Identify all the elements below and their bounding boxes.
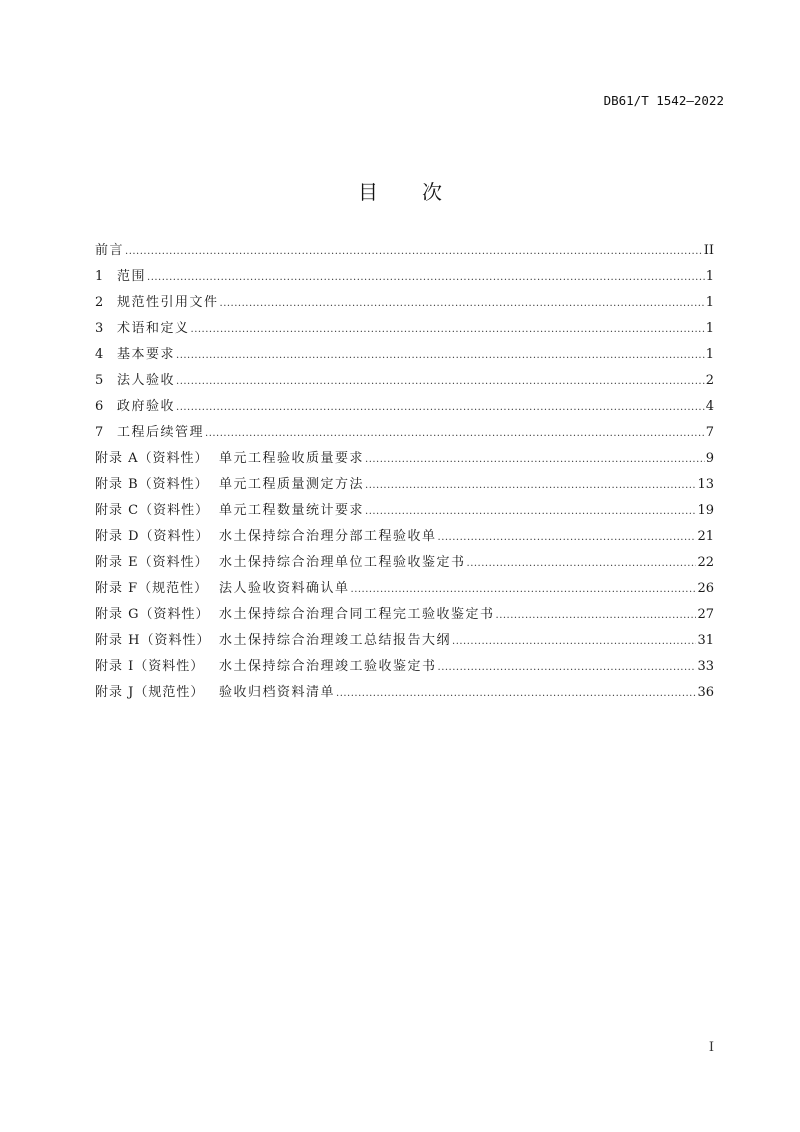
dot-leader [125,242,703,262]
toc-entry-page: 26 [697,581,714,596]
toc-entry-prefix: 附录 A（资料性） [95,451,209,466]
toc-entry-prefix: 附录 E（资料性） [95,555,209,570]
dot-leader [452,632,696,652]
dot-leader [176,346,705,366]
toc-entry-page: 7 [705,425,714,440]
dot-leader [176,398,705,418]
toc-entry-label: 水土保持综合治理竣工验收鉴定书 [219,659,437,674]
dot-leader [176,372,705,392]
dot-leader [205,424,705,444]
title-char-2: 次 [422,180,442,204]
toc-entry-appendix-c[interactable] [95,501,714,527]
toc-entry-label: 范围 [117,269,147,284]
toc-entry-section-5[interactable] [95,371,714,397]
toc-entry-section-3[interactable] [95,319,714,345]
toc-entry-label: 水土保持综合治理分部工程验收单 [219,529,437,544]
toc-entry-appendix-f[interactable] [95,579,714,605]
dot-leader [336,684,696,704]
toc-entry-page: 27 [697,607,714,622]
dot-leader [147,268,705,288]
toc-entry-label: 单元工程数量统计要求 [219,503,365,518]
toc-entry-appendix-a[interactable] [95,449,714,475]
toc-entry-page: 21 [697,529,714,544]
toc-entry-label: 水土保持综合治理合同工程完工验收鉴定书 [219,607,495,622]
toc-entry-prefix: 附录 I（资料性） [95,659,205,674]
toc-entry-label: 法人验收资料确认单 [219,581,350,596]
toc-entry-number: 5 [95,373,104,388]
toc-entry-page: II [703,243,714,258]
dot-leader [351,580,697,600]
toc-entry-appendix-h[interactable] [95,631,714,657]
toc-entry-page: 31 [697,633,714,648]
toc-entry-label: 法人验收 [117,373,176,388]
toc-entry-label: 规范性引用文件 [117,295,219,310]
dot-leader [191,320,705,340]
toc-entry-label: 水土保持综合治理竣工总结报告大纲 [219,633,452,648]
dot-leader [365,450,705,470]
toc-entry-label: 单元工程质量测定方法 [219,477,365,492]
dot-leader [467,554,697,574]
toc-entry-prefix: 附录 C（资料性） [95,503,210,518]
toc-entry-page: 1 [705,269,714,284]
toc-entry-appendix-j[interactable] [95,683,714,709]
toc-entry-section-4[interactable] [95,345,714,371]
dot-leader [438,528,697,548]
toc-entry-label: 术语和定义 [117,321,190,336]
toc-entry-number: 1 [95,269,104,284]
dot-leader [365,502,696,522]
toc-entry-page: 9 [705,451,714,466]
toc-entry-appendix-g[interactable] [95,605,714,631]
toc-entry-prefix: 附录 H（资料性） [95,633,211,648]
title-char-1: 目 [358,180,378,204]
page-number: I [708,1040,714,1055]
toc-entry-label: 工程后续管理 [117,425,205,440]
toc-entry-number: 3 [95,321,104,336]
toc-entry-page: 1 [705,295,714,310]
toc-entry-page: 1 [705,347,714,362]
toc-entry-section-6[interactable] [95,397,714,423]
toc-entry-prefix: 附录 F（规范性） [95,581,209,596]
toc-entry-page: 2 [705,373,714,388]
toc-entry-number: 6 [95,399,104,414]
toc-entry-label: 验收归档资料清单 [219,685,336,700]
toc-entry-foreword[interactable] [95,241,714,267]
page-title [0,176,800,205]
table-of-contents [95,241,714,709]
toc-entry-page: 36 [697,685,714,700]
toc-entry-prefix: 附录 J（规范性） [95,685,205,700]
toc-entry-section-1[interactable] [95,267,714,293]
toc-entry-page: 4 [705,399,714,414]
toc-entry-appendix-e[interactable] [95,553,714,579]
dot-leader [365,476,696,496]
toc-entry-label: 政府验收 [117,399,176,414]
dot-leader [496,606,697,626]
toc-entry-number: 7 [95,425,104,440]
toc-entry-appendix-i[interactable] [95,657,714,683]
dot-leader [438,658,697,678]
toc-entry-page: 33 [697,659,714,674]
toc-entry-section-7[interactable] [95,423,714,449]
toc-entry-label: 水土保持综合治理单位工程验收鉴定书 [219,555,466,570]
toc-entry-prefix: 附录 D（资料性） [95,529,210,544]
toc-entry-label: 前言 [95,243,125,258]
toc-entry-appendix-b[interactable] [95,475,714,501]
toc-entry-page: 13 [697,477,714,492]
toc-entry-section-2[interactable] [95,293,714,319]
toc-entry-appendix-d[interactable] [95,527,714,553]
toc-entry-prefix: 附录 G（资料性） [95,607,210,622]
document-code: DB61/T 1542—2022 [603,93,724,108]
toc-entry-page: 22 [697,555,714,570]
toc-entry-prefix: 附录 B（资料性） [95,477,209,492]
toc-entry-page: 19 [697,503,714,518]
toc-entry-label: 基本要求 [117,347,176,362]
toc-entry-label: 单元工程验收质量要求 [219,451,365,466]
toc-entry-number: 2 [95,295,104,310]
toc-entry-number: 4 [95,347,104,362]
toc-entry-page: 1 [705,321,714,336]
dot-leader [220,294,705,314]
